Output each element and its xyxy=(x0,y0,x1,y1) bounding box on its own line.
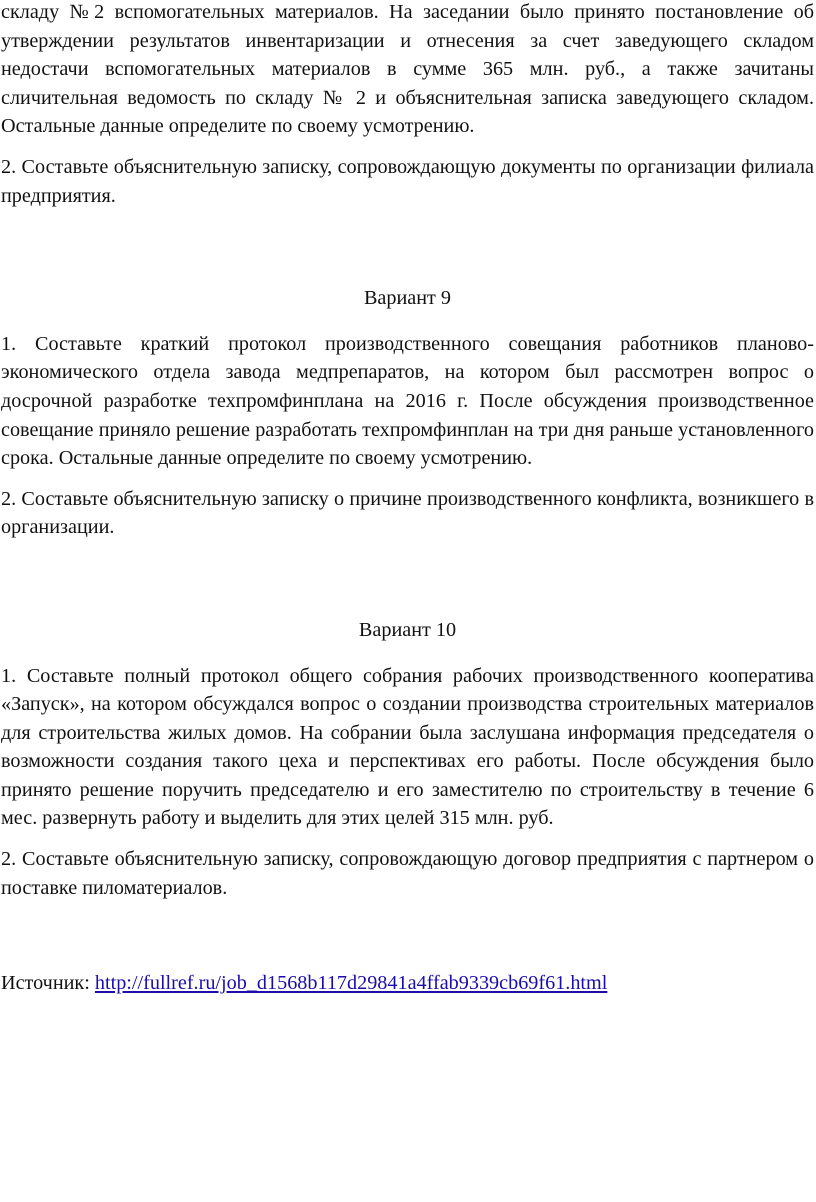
source-label: Источник: xyxy=(1,972,95,995)
variant-9-heading: Вариант 9 xyxy=(363,287,452,310)
source-link[interactable]: http://fullref.ru/job_d1568b117d29841a4ffab9339cb69f61.html xyxy=(94,972,608,995)
variant-10-heading: Вариант 10 xyxy=(358,618,457,641)
intro-paragraph: складу №2 вспомогательных материалов. На заседании было принято постановление об утверждении результатов инвентаризации и отнесения за счет заведующего складом недостачи вспомогательных материалов в сумме 365 млн. руб., а также зачитаны сличительная ведомость по складу № 2 и объяснительная записка заведующего складом. Остальные данные определите по своему усмотрению. xyxy=(1,1,814,138)
variant-9-task-1: 1. Составьте краткий протокол производственного совещания работников планово-экономического отдела завода медпрепаратов, на котором был рассмотрен вопрос о досрочной разработке техпромфинплана на 2016 г. После обсуждения производственное совещание приняло решение разработать техпромфинплан на три дня раньше установленного срока. Остальные данные определите по своему усмотрению. xyxy=(1,332,814,470)
variant-10-task-1: 1. Составьте полный протокол общего собрания рабочих производственного кооператива «Запуск», на котором обсуждался вопрос о создании производства строительных материалов для строительства жилых домов. На собрании была заслушана информация председателя о возможности создания такого цеха и перспективах его работы. После обсуждения было принято решение поручить председателю и его заместителю по строительству в течение 6 мес. развернуть работу и выделить для этих целей 315 млн. руб. xyxy=(1,664,814,830)
variant-10-task-2: 2. Составьте объяснительную записку, сопровождающую договор предприятия с партнером о поставке пиломатериалов. xyxy=(1,848,814,899)
intro-task-2: 2. Составьте объяснительную записку, сопровождающую документы по организации филиала предприятия. xyxy=(1,155,814,207)
source-line xyxy=(1,969,814,998)
variant-9-task-2: 2. Составьте объяснительную записку о причине производственного конфликта, возникшего в организации. xyxy=(1,487,814,539)
